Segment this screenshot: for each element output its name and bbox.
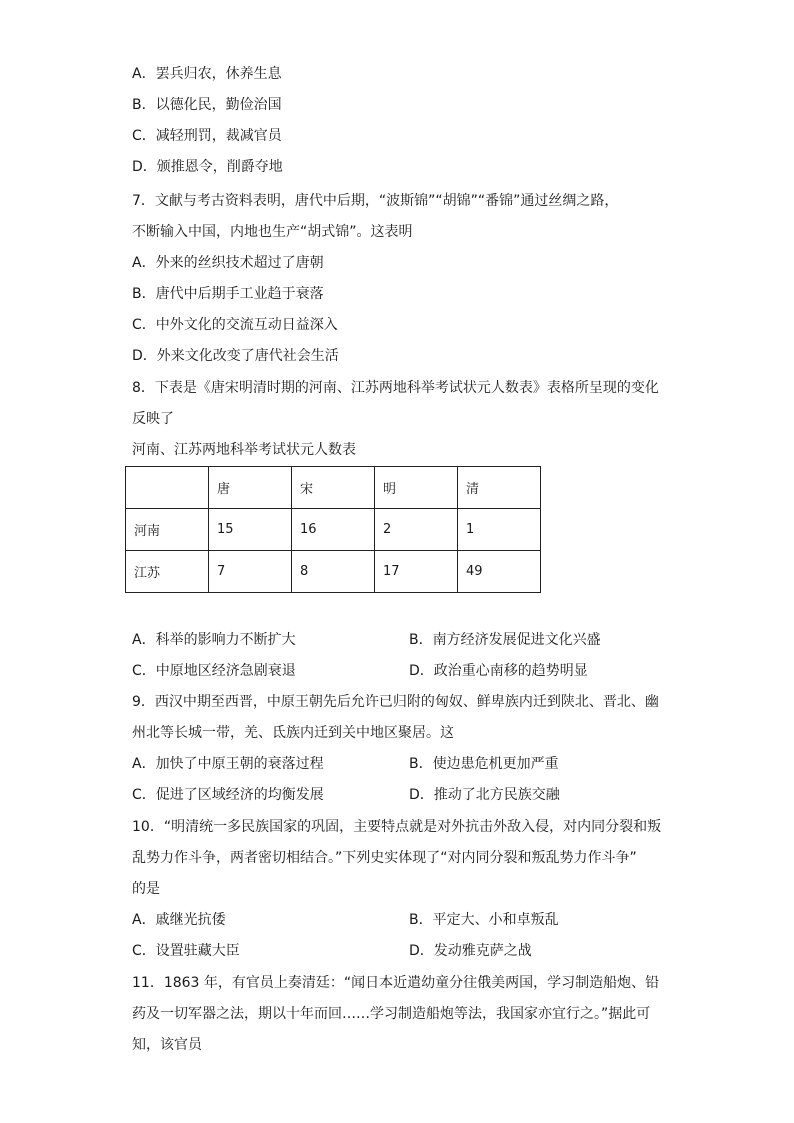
q10-option-b: B．平定大、小和卓叛乱 [409, 912, 559, 928]
q7-option-b: B．唐代中后期手工业趋于衰落 [132, 286, 324, 302]
table-cell: 8 [292, 551, 375, 593]
q7-option-a: A．外来的丝织技术超过了唐朝 [132, 255, 324, 271]
table-cell: 7 [209, 551, 292, 593]
q9-stem-line2: 州北等长城一带，羌、氐族内迁到关中地区聚居。这 [132, 725, 454, 741]
q11-stem-line2: 药及一切军器之法，期以十年而回……学习制造船炮等法，我国家亦宜行之。”据此可 [132, 1006, 651, 1022]
q9-stem-line1: 9．西汉中期至西晋，中原王朝先后允许已归附的匈奴、鲜卑族内迁到陕北、晋北、幽 [132, 694, 659, 710]
table-header-row [126, 467, 541, 509]
table-cell: 2 [375, 509, 458, 551]
table-cell: 唐 [209, 467, 292, 509]
table-row [126, 509, 541, 551]
table-cell: 江苏 [126, 551, 209, 593]
table-cell: 河南 [126, 509, 209, 551]
q6-option-b: B．以德化民，勤俭治国 [132, 97, 282, 113]
table-cell [126, 467, 209, 509]
q9-option-a: A．加快了中原王朝的衰落过程 [132, 756, 324, 772]
q7-option-d: D．外来文化改变了唐代社会生活 [132, 348, 339, 364]
q8-data-table [125, 466, 541, 593]
q9-option-b: B．使边患危机更加严重 [409, 756, 559, 772]
table-cell: 17 [375, 551, 458, 593]
table-row [126, 551, 541, 593]
q10-option-c: C．设置驻藏大臣 [132, 943, 240, 959]
q8-table-title: 河南、江苏两地科举考试状元人数表 [132, 442, 356, 458]
q8-option-d: D．政治重心南移的趋势明显 [409, 663, 588, 679]
q8-option-a: A．科举的影响力不断扩大 [132, 632, 296, 648]
q9-option-d: D．推动了北方民族交融 [409, 787, 560, 803]
q6-option-a: A．罢兵归农，休养生息 [132, 66, 282, 82]
q9-option-c: C．促进了区域经济的均衡发展 [132, 787, 324, 803]
table-cell: 1 [458, 509, 541, 551]
q7-option-c: C．中外文化的交流互动日益深入 [132, 317, 338, 333]
table-cell: 明 [375, 467, 458, 509]
q10-stem-line2: 乱势力作斗争，两者密切相结合。”下列史实体现了“对内同分裂和叛乱势力作斗争” [132, 850, 637, 866]
q10-option-d: D．发动雅克萨之战 [409, 943, 532, 959]
q6-option-d: D．颁推恩令，削爵夺地 [132, 159, 283, 175]
table-cell: 16 [292, 509, 375, 551]
q10-stem-line3: 的是 [132, 881, 160, 897]
q8-option-c: C．中原地区经济急剧衰退 [132, 663, 296, 679]
q8-option-b: B．南方经济发展促进文化兴盛 [409, 632, 601, 648]
q7-stem-line1: 7．文献与考古资料表明，唐代中后期，“波斯锦”“胡锦”“番锦”通过丝绸之路， [132, 193, 619, 209]
q10-stem-line1: 10．“明清统一多民族国家的巩固，主要特点就是对外抗击外敌入侵，对内同分裂和叛 [132, 819, 662, 835]
q10-option-a: A．戚继光抗倭 [132, 912, 226, 928]
q11-stem-line3: 知，该官员 [132, 1037, 202, 1053]
q7-stem-line2: 不断输入中国，内地也生产“胡式锦”。这表明 [132, 224, 413, 240]
table-cell: 宋 [292, 467, 375, 509]
table-cell: 清 [458, 467, 541, 509]
table-cell: 15 [209, 509, 292, 551]
table-cell: 49 [458, 551, 541, 593]
q8-stem-line2: 反映了 [132, 411, 174, 427]
q11-stem-line1: 11．1863 年，有官员上奏清廷：“闻日本近遣幼童分往俄美两国，学习制造船炮、铅 [132, 975, 660, 991]
q6-option-c: C．减轻刑罚，裁减官员 [132, 128, 282, 144]
q8-stem-line1: 8．下表是《唐宋明清时期的河南、江苏两地科举考试状元人数表》表格所呈现的变化 [132, 380, 659, 396]
